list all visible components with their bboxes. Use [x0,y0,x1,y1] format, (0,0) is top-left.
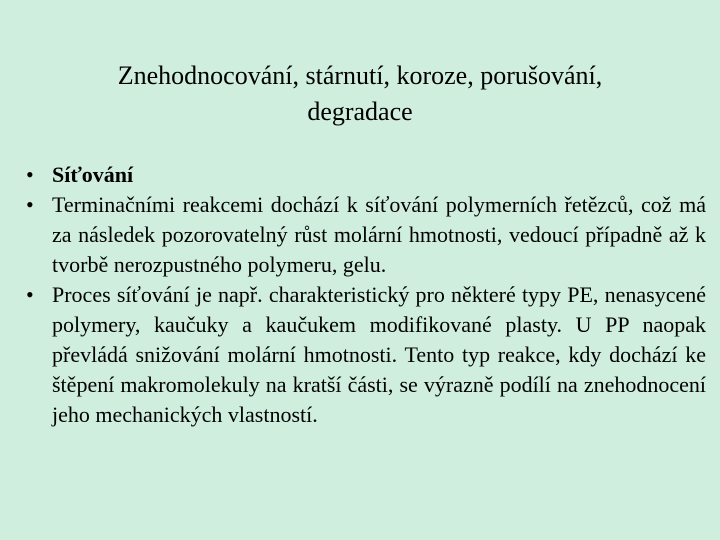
bullet-item-proces-sitovani [22,280,710,430]
bullet-item-sitovani [22,160,710,190]
bullet-text: Terminačními reakcemi dochází k síťování polymerních řetězců, což má za následek pozorovatelný růst molární hmotnosti, vedoucí případně až k tvorbě nerozpustného polymeru, gelu. [52,192,706,277]
bullet-marker: • [26,282,34,307]
bullet-list [22,160,710,430]
bullet-marker: • [26,162,34,187]
slide-title-line-2: degradace [307,97,413,126]
bullet-item-terminacni-reakce [22,190,710,280]
bullet-text: Síťování [52,162,134,187]
slide-title-line-1: Znehodnocování, stárnutí, koroze, porušování, [117,61,603,90]
bullet-text: Proces síťování je např. charakteristický pro některé typy PE, nenasycené polymery, kaučuky a kaučukem modifikované plasty. U PP naopak převládá snižování molární hmotnosti. Tento typ reakce, kdy dochází ke štěpení makromolekuly na kratší části, se výrazně podílí na znehodnocení jeho mechanických vlastností. [52,282,706,427]
slide-title [40,58,680,130]
bullet-marker: • [26,192,34,217]
